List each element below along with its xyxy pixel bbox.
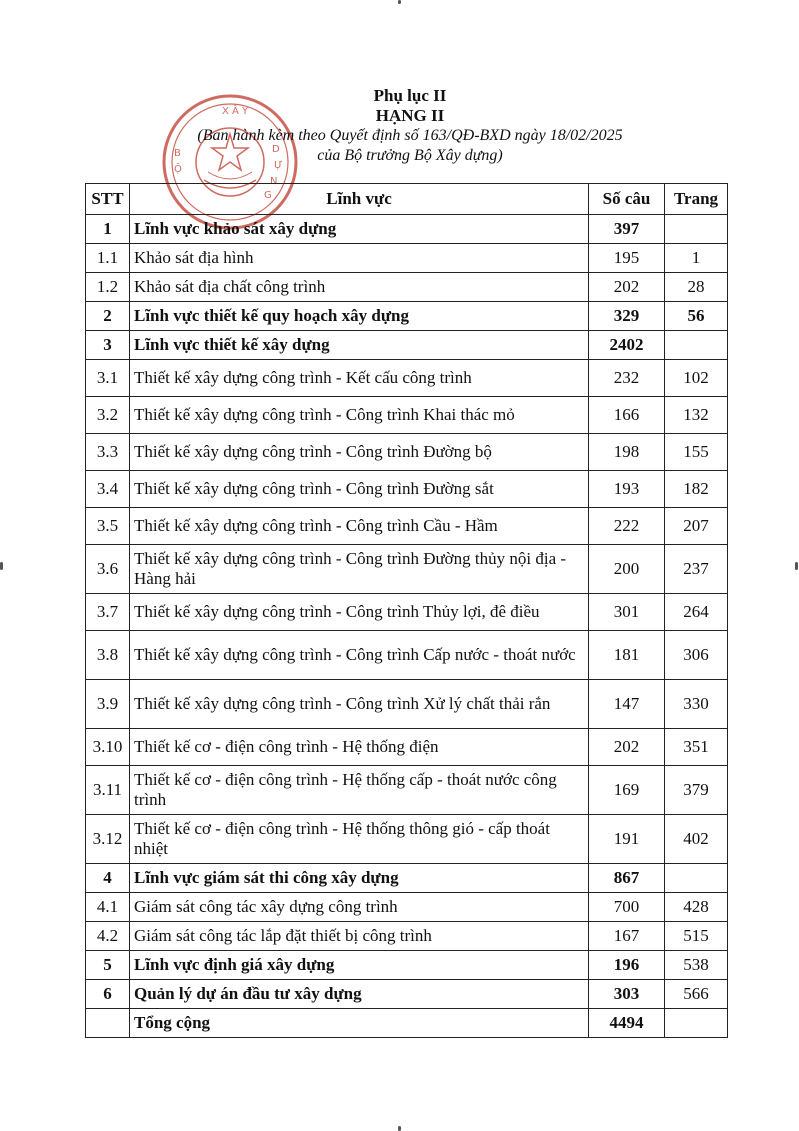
- row-page: 102: [665, 360, 728, 397]
- row-stt: 1.1: [86, 244, 130, 273]
- row-page: 237: [665, 545, 728, 594]
- scan-mark-top: [398, 0, 401, 4]
- row-field: Lĩnh vực thiết kế xây dựng: [130, 331, 589, 360]
- table-total-row: [86, 1009, 728, 1038]
- table-row: [86, 815, 728, 864]
- table-row: [86, 471, 728, 508]
- row-stt: 5: [86, 951, 130, 980]
- row-count: 191: [589, 815, 665, 864]
- table-row: [86, 360, 728, 397]
- row-field: Thiết kế cơ - điện công trình - Hệ thống điện: [130, 729, 589, 766]
- row-stt: 3.5: [86, 508, 130, 545]
- table-row: [86, 980, 728, 1009]
- row-stt: 4: [86, 864, 130, 893]
- document-header: [150, 86, 670, 166]
- appendix-rank: HẠNG II: [375, 106, 445, 125]
- row-count: 193: [589, 471, 665, 508]
- row-count: 329: [589, 302, 665, 331]
- row-field: Lĩnh vực thiết kế quy hoạch xây dựng: [130, 302, 589, 331]
- row-count: 167: [589, 922, 665, 951]
- table-row: [86, 397, 728, 434]
- table-row: [86, 508, 728, 545]
- table-row: [86, 273, 728, 302]
- row-count: 4494: [589, 1009, 665, 1038]
- table-row: [86, 545, 728, 594]
- row-page: 264: [665, 594, 728, 631]
- row-stt: 3.8: [86, 631, 130, 680]
- row-field: Thiết kế cơ - điện công trình - Hệ thống thông gió - cấp thoát nhiệt: [130, 815, 589, 864]
- row-count: 196: [589, 951, 665, 980]
- row-count: 222: [589, 508, 665, 545]
- appendix-title: Phụ lục II: [373, 86, 447, 105]
- table-row: [86, 594, 728, 631]
- table-row: [86, 215, 728, 244]
- row-page: 538: [665, 951, 728, 980]
- question-count-table: [85, 183, 728, 1038]
- table-row: [86, 922, 728, 951]
- row-stt: 6: [86, 980, 130, 1009]
- row-field: Thiết kế cơ - điện công trình - Hệ thống cấp - thoát nước công trình: [130, 766, 589, 815]
- row-stt: 4.2: [86, 922, 130, 951]
- column-header-page: Trang: [665, 184, 728, 215]
- issued-line-1: (Ban hành kèm theo Quyết định số 163/QĐ-BXD ngày 18/02/2025: [197, 127, 623, 144]
- row-stt: 3.4: [86, 471, 130, 508]
- table-row: [86, 434, 728, 471]
- row-page: [665, 1009, 728, 1038]
- row-page: 330: [665, 680, 728, 729]
- row-stt: 3.12: [86, 815, 130, 864]
- row-page: 428: [665, 893, 728, 922]
- row-page: 28: [665, 273, 728, 302]
- row-page: 351: [665, 729, 728, 766]
- row-count: 169: [589, 766, 665, 815]
- column-header-field: Lĩnh vực: [130, 184, 589, 215]
- row-count: 867: [589, 864, 665, 893]
- row-page: [665, 864, 728, 893]
- svg-text:B: B: [174, 148, 181, 159]
- row-count: 202: [589, 273, 665, 302]
- row-count: 147: [589, 680, 665, 729]
- row-field: Thiết kế xây dựng công trình - Kết cấu công trình: [130, 360, 589, 397]
- row-field: Tổng cộng: [130, 1009, 589, 1038]
- row-count: 200: [589, 545, 665, 594]
- table-header-row: [86, 184, 728, 215]
- row-count: 166: [589, 397, 665, 434]
- row-field: Giám sát công tác xây dựng công trình: [130, 893, 589, 922]
- table-row: [86, 893, 728, 922]
- row-count: 303: [589, 980, 665, 1009]
- svg-text:D: D: [272, 144, 280, 155]
- row-field: Quản lý dự án đầu tư xây dựng: [130, 980, 589, 1009]
- row-page: 207: [665, 508, 728, 545]
- scan-mark-bottom: [398, 1126, 401, 1131]
- row-stt: 3.10: [86, 729, 130, 766]
- row-field: Giám sát công tác lắp đặt thiết bị công trình: [130, 922, 589, 951]
- row-stt: 1: [86, 215, 130, 244]
- row-stt: 3.1: [86, 360, 130, 397]
- row-count: 202: [589, 729, 665, 766]
- row-field: Lĩnh vực khảo sát xây dựng: [130, 215, 589, 244]
- row-stt: 3.2: [86, 397, 130, 434]
- row-page: 56: [665, 302, 728, 331]
- row-page: 1: [665, 244, 728, 273]
- column-header-stt: STT: [86, 184, 130, 215]
- issued-line-2: của Bộ trưởng Bộ Xây dựng): [317, 147, 503, 164]
- table-row: [86, 766, 728, 815]
- row-page: 379: [665, 766, 728, 815]
- row-field: Thiết kế xây dựng công trình - Công trình Xử lý chất thải rắn: [130, 680, 589, 729]
- row-stt: [86, 1009, 130, 1038]
- row-count: 397: [589, 215, 665, 244]
- table-row: [86, 302, 728, 331]
- row-field: Thiết kế xây dựng công trình - Công trình Khai thác mỏ: [130, 397, 589, 434]
- scan-mark-left: [0, 562, 3, 570]
- row-stt: 4.1: [86, 893, 130, 922]
- row-count: 198: [589, 434, 665, 471]
- table-row: [86, 331, 728, 360]
- row-page: 155: [665, 434, 728, 471]
- svg-text:X Â Y: X Â Y: [222, 106, 249, 117]
- row-count: 301: [589, 594, 665, 631]
- row-field: Lĩnh vực định giá xây dựng: [130, 951, 589, 980]
- row-page: 306: [665, 631, 728, 680]
- svg-text:Ự: Ự: [274, 160, 283, 171]
- row-field: Thiết kế xây dựng công trình - Công trình Cầu - Hầm: [130, 508, 589, 545]
- row-page: [665, 331, 728, 360]
- row-field: Thiết kế xây dựng công trình - Công trình Thủy lợi, đê điều: [130, 594, 589, 631]
- row-field: Thiết kế xây dựng công trình - Công trình Đường thủy nội địa - Hàng hải: [130, 545, 589, 594]
- table-row: [86, 951, 728, 980]
- row-count: 2402: [589, 331, 665, 360]
- row-page: 182: [665, 471, 728, 508]
- row-count: 232: [589, 360, 665, 397]
- row-field: Khảo sát địa chất công trình: [130, 273, 589, 302]
- row-page: [665, 215, 728, 244]
- row-field: Thiết kế xây dựng công trình - Công trình Đường sắt: [130, 471, 589, 508]
- row-stt: 3.3: [86, 434, 130, 471]
- row-field: Khảo sát địa hình: [130, 244, 589, 273]
- svg-text:N: N: [270, 176, 278, 187]
- row-stt: 3.7: [86, 594, 130, 631]
- svg-text:Ộ: Ộ: [174, 164, 182, 175]
- row-field: Thiết kế xây dựng công trình - Công trình Cấp nước - thoát nước: [130, 631, 589, 680]
- column-header-count: Số câu: [589, 184, 665, 215]
- row-page: 132: [665, 397, 728, 434]
- row-stt: 3.11: [86, 766, 130, 815]
- row-page: 402: [665, 815, 728, 864]
- row-stt: 3.6: [86, 545, 130, 594]
- row-stt: 1.2: [86, 273, 130, 302]
- row-stt: 2: [86, 302, 130, 331]
- row-count: 195: [589, 244, 665, 273]
- table-row: [86, 864, 728, 893]
- row-count: 700: [589, 893, 665, 922]
- row-count: 181: [589, 631, 665, 680]
- row-page: 566: [665, 980, 728, 1009]
- table-row: [86, 680, 728, 729]
- table-row: [86, 729, 728, 766]
- row-stt: 3: [86, 331, 130, 360]
- row-field: Thiết kế xây dựng công trình - Công trình Đường bộ: [130, 434, 589, 471]
- row-page: 515: [665, 922, 728, 951]
- scan-mark-right: [795, 562, 798, 570]
- table-row: [86, 244, 728, 273]
- row-stt: 3.9: [86, 680, 130, 729]
- table-row: [86, 631, 728, 680]
- row-field: Lĩnh vực giám sát thi công xây dựng: [130, 864, 589, 893]
- svg-text:G: G: [264, 190, 272, 201]
